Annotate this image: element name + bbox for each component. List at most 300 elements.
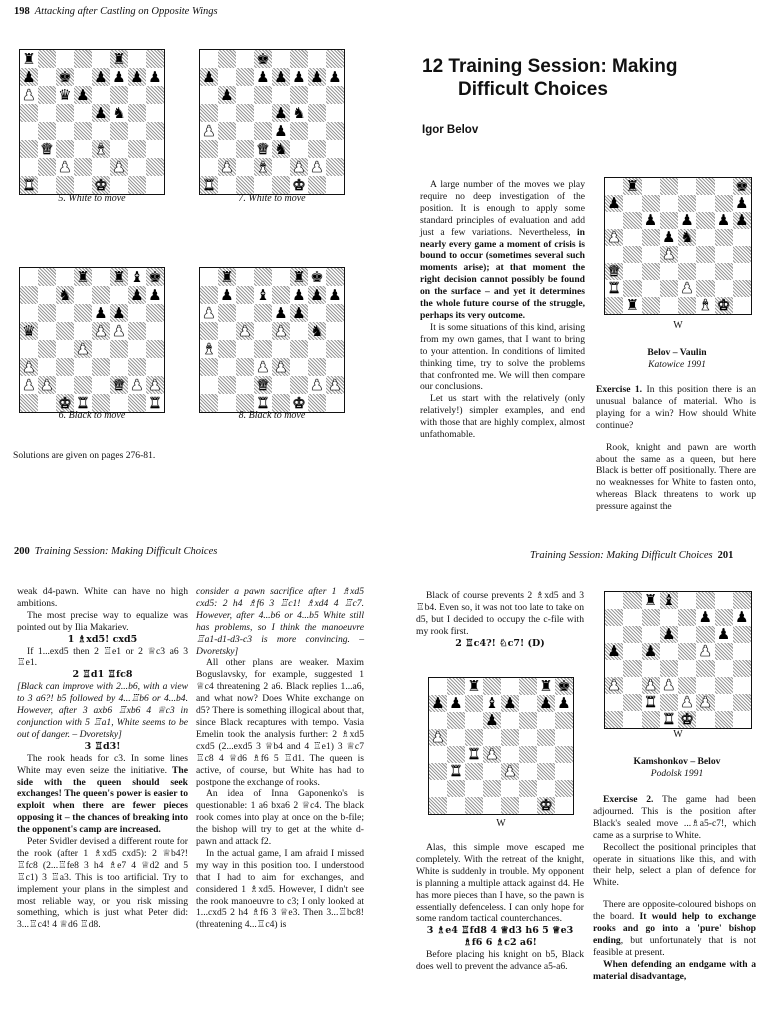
black-pawn-icon: ♟ [220, 286, 234, 304]
board-square [537, 780, 555, 797]
black-pawn-icon: ♟ [148, 68, 162, 86]
move-line: 3 ♗e4 ♖fd8 4 ♕d3 h6 5 ♕e3 ♗f6 6 ♗c2 a6! [426, 925, 574, 949]
board-square [110, 176, 128, 194]
board-square [326, 50, 344, 68]
page-200-column-2 [196, 586, 364, 931]
board-square [660, 694, 678, 711]
board-square [642, 694, 660, 711]
board-square [447, 712, 465, 729]
board-square [696, 626, 714, 643]
board-square [660, 178, 678, 195]
board-square [146, 176, 164, 194]
black-king-icon: ♚ [148, 268, 162, 286]
board-square [605, 212, 623, 229]
board-square [326, 376, 344, 394]
white-pawn-icon: ♟ [202, 122, 216, 140]
board-square [218, 104, 236, 122]
board-square [715, 178, 733, 195]
board-square [146, 322, 164, 340]
board-square [56, 158, 74, 176]
body-paragraph [593, 899, 756, 959]
diagram-caption: 5. White to move [58, 193, 126, 204]
white-rook-icon: ♜ [449, 763, 463, 780]
board-square [465, 797, 483, 814]
black-pawn-icon: ♟ [220, 86, 234, 104]
board-square [272, 268, 290, 286]
board-square [326, 140, 344, 158]
board-square [733, 626, 751, 643]
board-square [483, 695, 501, 712]
page-number: 201 [717, 550, 734, 561]
board-square [678, 626, 696, 643]
editor-note: consider a pawn sacrifice after 1 ♗xd5 cxd5: 2 h4 ♗f6 3 ♖c1! ♗xd4 4 ♖c7. However, after 4...b6 or 4...b5 White still has problems, so I think the manoeuvre ♖a1-d1-d3-c3 is more convincing. – Dvoretsky] [196, 586, 364, 657]
board-square [20, 322, 38, 340]
black-pawn-icon: ♟ [557, 695, 571, 712]
board-square [501, 797, 519, 814]
white-bishop-icon: ♝ [202, 340, 216, 358]
board-square [218, 286, 236, 304]
board-square [128, 358, 146, 376]
board-square [38, 122, 56, 140]
white-king-icon: ♚ [539, 797, 553, 814]
white-king-icon: ♚ [292, 394, 306, 412]
board-square [272, 376, 290, 394]
white-pawn-icon: ♟ [22, 358, 36, 376]
black-rook-icon: ♜ [220, 268, 234, 286]
black-rook-icon: ♜ [292, 268, 306, 286]
white-pawn-icon: ♟ [22, 376, 36, 394]
board-square [110, 68, 128, 86]
board-square [146, 394, 164, 412]
board-square [429, 763, 447, 780]
board-square [128, 286, 146, 304]
board-square [56, 394, 74, 412]
board-square [465, 763, 483, 780]
board-square [38, 304, 56, 322]
board-square [128, 140, 146, 158]
board-square [236, 358, 254, 376]
white-pawn-icon: ♟ [130, 376, 144, 394]
board-square [200, 358, 218, 376]
board-square [642, 212, 660, 229]
board-square [483, 763, 501, 780]
board-square [110, 158, 128, 176]
board-square [678, 246, 696, 263]
white-queen-icon: ♛ [112, 376, 126, 394]
board-square [38, 158, 56, 176]
board-square [715, 626, 733, 643]
board-square [429, 695, 447, 712]
board-square [465, 729, 483, 746]
black-rook-icon: ♜ [625, 178, 640, 195]
board-square [326, 268, 344, 286]
board-square [429, 678, 447, 695]
board-square [642, 195, 660, 212]
board-square [733, 660, 751, 677]
board-square [733, 263, 751, 280]
board-square [218, 86, 236, 104]
move-line: 3 ♖d3! [84, 740, 121, 752]
black-pawn-icon: ♟ [662, 229, 676, 246]
white-pawn-icon: ♟ [680, 694, 694, 711]
diagram-caption: 7. White to move [238, 193, 306, 204]
game-event: Katowice 1991 [648, 358, 706, 370]
board-square [128, 268, 146, 286]
page-201-column-1-bottom [416, 842, 584, 973]
page-header-200 [14, 546, 217, 557]
board-square [110, 304, 128, 322]
board-square [623, 711, 641, 728]
board-square [308, 176, 326, 194]
solutions-note: Solutions are given on pages 276-81. [13, 450, 156, 461]
board-square [678, 263, 696, 280]
board-square [660, 643, 678, 660]
body-paragraph [17, 753, 188, 836]
board-square [272, 358, 290, 376]
white-pawn-icon: ♟ [202, 304, 216, 322]
board-square [146, 140, 164, 158]
board-square [218, 358, 236, 376]
board-square [537, 712, 555, 729]
black-rook-icon: ♜ [625, 297, 640, 314]
black-pawn-icon: ♟ [94, 304, 108, 322]
board-square [20, 122, 38, 140]
chapter-title-line-1: 12 Training Session: Making [422, 56, 678, 77]
board-square [308, 268, 326, 286]
board-square [537, 729, 555, 746]
board-square [128, 68, 146, 86]
board-square [110, 376, 128, 394]
board-square [272, 68, 290, 86]
board-square [92, 304, 110, 322]
board-square [605, 592, 623, 609]
board-square [519, 712, 537, 729]
white-rook-icon: ♜ [22, 176, 36, 194]
board-square [254, 268, 272, 286]
board-square [272, 158, 290, 176]
black-knight-icon: ♞ [274, 140, 288, 158]
board-square [290, 122, 308, 140]
board-square [74, 394, 92, 412]
board-square [200, 50, 218, 68]
page-header-201 [530, 550, 733, 561]
board-square [20, 158, 38, 176]
exercise-text: In this position there is an unusual balance of material. Who is playing for a win? How should White continue? [596, 384, 756, 431]
move-line: 2 ♖c4?! ♘c7! (D) [455, 637, 545, 649]
board-square [465, 678, 483, 695]
board-square [678, 195, 696, 212]
board-square [308, 140, 326, 158]
board-square [254, 394, 272, 412]
board-square [236, 122, 254, 140]
board-square [110, 50, 128, 68]
black-king-icon: ♚ [735, 178, 749, 195]
board-square [290, 304, 308, 322]
board-square [92, 322, 110, 340]
black-bishop-icon: ♝ [130, 268, 144, 286]
board-square [733, 694, 751, 711]
white-rook-icon: ♜ [607, 280, 621, 297]
board-square [623, 694, 641, 711]
black-bishop-icon: ♝ [256, 286, 270, 304]
board-square [537, 746, 555, 763]
board-square [715, 212, 733, 229]
board-square [660, 212, 678, 229]
black-pawn-icon: ♟ [274, 104, 288, 122]
board-square [733, 643, 751, 660]
board-square [605, 229, 623, 246]
board-square [696, 212, 714, 229]
white-rook-icon: ♜ [148, 394, 162, 412]
board-square [605, 263, 623, 280]
board-square [20, 340, 38, 358]
board-square [254, 376, 272, 394]
board-square [555, 780, 573, 797]
white-queen-icon: ♛ [256, 140, 270, 158]
board-square [537, 695, 555, 712]
black-pawn-icon: ♟ [698, 609, 713, 626]
board-square [56, 176, 74, 194]
board-square [678, 643, 696, 660]
board-square [74, 304, 92, 322]
board-square [605, 643, 623, 660]
board-square [623, 229, 641, 246]
white-pawn-icon: ♟ [485, 746, 499, 763]
board-square [74, 140, 92, 158]
board-square [56, 358, 74, 376]
black-pawn-icon: ♟ [112, 304, 126, 322]
board-square [92, 50, 110, 68]
board-square [128, 104, 146, 122]
board-square [660, 246, 678, 263]
board-square [38, 376, 56, 394]
board-square [483, 797, 501, 814]
board-square [429, 797, 447, 814]
board-square [254, 68, 272, 86]
white-pawn-icon: ♟ [607, 229, 621, 246]
board-square [272, 286, 290, 304]
board-square [555, 797, 573, 814]
board-square [733, 609, 751, 626]
black-pawn-icon: ♟ [76, 86, 90, 104]
white-pawn-icon: ♟ [112, 158, 126, 176]
board-square [537, 763, 555, 780]
chess-diagram-7 [199, 49, 345, 195]
board-square [272, 86, 290, 104]
board-square [74, 322, 92, 340]
board-square [110, 340, 128, 358]
board-square [290, 50, 308, 68]
board-square [733, 297, 751, 314]
board-square [678, 660, 696, 677]
board-square [308, 68, 326, 86]
board-square [483, 746, 501, 763]
board-square [678, 178, 696, 195]
body-paragraph: An idea of Inna Gaponenko's is questionable: 1 a6 bxa6 2 ♕c4. The black rook comes into play at once on the b-file; the bishop will try to get at the white d-pawn and attack f2. [196, 788, 364, 848]
board-square [326, 358, 344, 376]
white-rook-icon: ♜ [643, 694, 658, 711]
board-square [660, 592, 678, 609]
chapter-intro-column [420, 179, 585, 441]
board-square [38, 340, 56, 358]
black-knight-icon: ♞ [310, 322, 324, 340]
white-pawn-icon: ♟ [698, 694, 713, 711]
board-square [555, 746, 573, 763]
board-square [92, 140, 110, 158]
white-queen-icon: ♛ [256, 376, 270, 394]
board-square [501, 729, 519, 746]
board-square [308, 358, 326, 376]
body-paragraph: Peter Svidler devised a different route for the rook (after 1 ♗xd5 cxd5): 2 ♕b4?! ♖fc8 (2...♖fe8 3 h4 ♗e7 4 ♕d2 and 5 ♖c1) 3 ♖a3. This is too artificial. Try to implement your plans in the simplest and most reliable way, or you risk missing something, which is just what Peter did: 3...♖c4! 4 ♕d6 ♖d8. [17, 836, 188, 931]
white-bishop-icon: ♝ [256, 158, 270, 176]
board-square [92, 104, 110, 122]
page-header-198 [14, 6, 218, 17]
black-queen-icon: ♛ [22, 322, 36, 340]
board-square [290, 140, 308, 158]
board-square [733, 178, 751, 195]
board-square [605, 195, 623, 212]
board-square [200, 122, 218, 140]
board-square [20, 304, 38, 322]
board-square [200, 376, 218, 394]
intro-paragraph-2: It is some situations of this kind, arising from my own games, that I want to bring to your attention. In conditions of limited thinking time, try to solve the problems that confronted me. We will then compare our conclusions. [420, 321, 585, 393]
exercise-label: Exercise 2. [603, 794, 654, 805]
board-square [623, 677, 641, 694]
board-square [642, 643, 660, 660]
board-square [308, 158, 326, 176]
board-square [200, 140, 218, 158]
board-square [38, 104, 56, 122]
black-pawn-icon: ♟ [310, 68, 324, 86]
game-players: Kamshonkov – Belov [633, 756, 721, 767]
board-square [56, 322, 74, 340]
chess-diagram-belov-vaulin [604, 177, 752, 315]
board-square [146, 304, 164, 322]
board-square [660, 609, 678, 626]
black-pawn-icon: ♟ [328, 286, 342, 304]
board-square [20, 358, 38, 376]
board-square [146, 104, 164, 122]
board-square [254, 50, 272, 68]
board-square [660, 195, 678, 212]
game-players: Belov – Vaulin [647, 347, 707, 358]
body-text: , but unfortunately that is not feasible at present. [593, 934, 756, 958]
black-pawn-icon: ♟ [274, 68, 288, 86]
board-square [696, 609, 714, 626]
board-square [447, 729, 465, 746]
body-paragraph: weak d4-pawn. White can have no high ambitions. [17, 586, 188, 609]
board-square [200, 176, 218, 194]
black-pawn-icon: ♟ [130, 286, 144, 304]
white-bishop-icon: ♝ [698, 297, 713, 314]
exercise-1 [596, 384, 756, 432]
board-square [38, 140, 56, 158]
white-pawn-icon: ♟ [220, 158, 234, 176]
board-square [660, 660, 678, 677]
black-rook-icon: ♜ [22, 50, 36, 68]
board-square [146, 50, 164, 68]
board-square [20, 176, 38, 194]
board-square [200, 68, 218, 86]
board-square [146, 286, 164, 304]
board-square [537, 797, 555, 814]
board-square [236, 68, 254, 86]
white-king-icon: ♚ [680, 711, 694, 728]
board-square [696, 677, 714, 694]
board-square [555, 678, 573, 695]
board-square [38, 358, 56, 376]
board-square [128, 158, 146, 176]
board-square [555, 763, 573, 780]
board-square [218, 376, 236, 394]
black-pawn-icon: ♟ [292, 286, 306, 304]
board-square [715, 297, 733, 314]
white-bishop-icon: ♝ [94, 140, 108, 158]
board-square [715, 609, 733, 626]
board-square [715, 711, 733, 728]
board-square [236, 322, 254, 340]
board-square [146, 358, 164, 376]
board-square [696, 263, 714, 280]
board-square [623, 297, 641, 314]
white-queen-icon: ♛ [607, 263, 621, 280]
running-title: Training Session: Making Difficult Choices [34, 546, 218, 557]
board-square [326, 322, 344, 340]
board-square [642, 660, 660, 677]
board-square [715, 263, 733, 280]
black-pawn-icon: ♟ [735, 609, 749, 626]
white-pawn-icon: ♟ [274, 358, 288, 376]
board-square [254, 358, 272, 376]
board-square [128, 376, 146, 394]
board-square [272, 340, 290, 358]
board-square [290, 68, 308, 86]
board-square [74, 268, 92, 286]
white-pawn-icon: ♟ [94, 322, 108, 340]
board-square [326, 122, 344, 140]
board-square [200, 158, 218, 176]
board-square [678, 609, 696, 626]
board-square [642, 263, 660, 280]
black-pawn-icon: ♟ [680, 212, 694, 229]
white-pawn-icon: ♟ [431, 729, 445, 746]
board-square [146, 268, 164, 286]
board-square [447, 678, 465, 695]
board-square [642, 297, 660, 314]
black-pawn-icon: ♟ [274, 304, 288, 322]
board-square [519, 797, 537, 814]
board-square [236, 86, 254, 104]
board-square [605, 711, 623, 728]
intro-text: A large number of the moves we play require no deep investigation of the position. It is enough to apply some standard principles of evaluation and add just a few variations. Nevertheless, [420, 179, 585, 238]
board-square [519, 678, 537, 695]
white-pawn-icon: ♟ [328, 376, 342, 394]
black-pawn-icon: ♟ [716, 212, 731, 229]
board-square [110, 286, 128, 304]
board-square [308, 376, 326, 394]
board-square [218, 304, 236, 322]
black-knight-icon: ♞ [58, 286, 72, 304]
board-square [128, 86, 146, 104]
board-square [483, 780, 501, 797]
board-square [501, 763, 519, 780]
board-square [56, 68, 74, 86]
chapter-author: Igor Belov [422, 124, 479, 136]
black-rook-icon: ♜ [112, 268, 126, 286]
board-square [110, 358, 128, 376]
body-text: There are opposite-coloured bishops on the board. [593, 899, 756, 923]
white-rook-icon: ♜ [467, 746, 481, 763]
